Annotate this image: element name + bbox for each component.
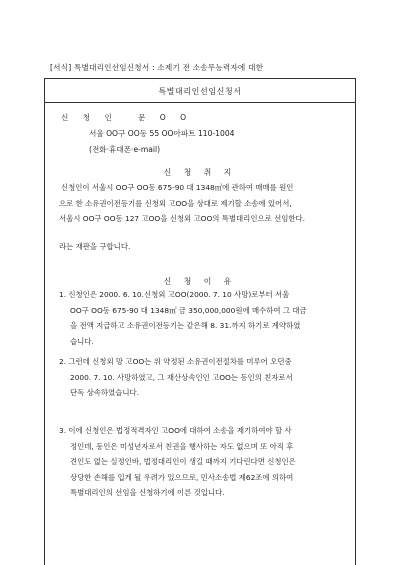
- reason-line: 을 전액 지급하고 소유권이전등기는 같은해 8. 31.까지 하기로 계약하였: [70, 321, 301, 331]
- applicant-name: 문 O O: [138, 113, 193, 122]
- reason-line: 견인도 없는 실정인바, 법정대리인이 생길 때까지 기다린다면 신청인은: [70, 457, 296, 467]
- purpose-paragraph: [61, 180, 305, 227]
- purpose-heading: 신 청 취 지: [163, 168, 237, 177]
- reason-line: 특별대리인의 선임을 신청하기에 이른 것입니다.: [70, 488, 225, 498]
- reason-line: 정인데, 동인은 미성년자로서 친권을 행사하는 자도 없으며 또 아직 후: [70, 441, 294, 451]
- reason-item-2: [59, 354, 293, 401]
- reason-line: 상당한 손해를 입게 될 우려가 있으므로, 민사소송법 제62조에 의하여: [70, 472, 294, 482]
- reason-line: 단독 상속하였습니다.: [70, 388, 139, 398]
- reason-line: OO구 OO동 675-90 대 1348㎡ 금 350,000,000원에 매수하여 그 대금: [70, 305, 307, 315]
- purpose-line: 으로 한 소유권이전등기를 신청외 고OO을 상대로 제기할 소송에 있어서,: [59, 198, 292, 208]
- reason-line: 1. 신청인은 2000. 6. 10.신청외 고OO(2000. 7. 10 사망)로부터 서울: [59, 290, 290, 299]
- reason-line: 3. 이에 신청인은 법정적격자인 고OO에 대하여 소송을 제기하여야 할 사: [59, 426, 292, 435]
- reason-item-3: [59, 423, 296, 501]
- reason-line: 습니다.: [70, 336, 94, 346]
- applicant-label: 신 청 인: [61, 113, 118, 122]
- applicant-contact: (전화·휴대폰·e-mail): [89, 145, 161, 154]
- document-frame: [44, 78, 356, 565]
- title-divider: [45, 102, 355, 103]
- reason-heading: 신 청 이 유: [163, 277, 237, 286]
- applicant-address: 서울 OO구 OO동 55 OO아파트 110-1004: [89, 129, 235, 138]
- conclusion-text: 라는 재판을 구합니다.: [59, 242, 131, 251]
- purpose-line: 서울시 OO구 OO동 127 고OO을 신청외 고OO의 특별대리인으로 선임한다.: [59, 214, 305, 224]
- reason-line: 2000. 7. 10. 사망하였고, 그 재산상속인인 고OO는 동인의 친자로서: [70, 372, 293, 382]
- purpose-line: 신청인이 서울시 OO구 OO동 675-90 대 1348㎡에 관하여 매매를 원인: [61, 183, 294, 192]
- page-caption: [서식] 특별대리인선임신청서 : 소제기 전 소송무능력자에 대한: [50, 63, 264, 72]
- document-title: 특별대리인선임신청서: [158, 87, 242, 96]
- reason-line: 2. 그런데 신청외 망 고OO는 위 약정된 소유권이전절차를 미루어 오던중: [59, 357, 292, 366]
- reason-item-1: [59, 287, 307, 349]
